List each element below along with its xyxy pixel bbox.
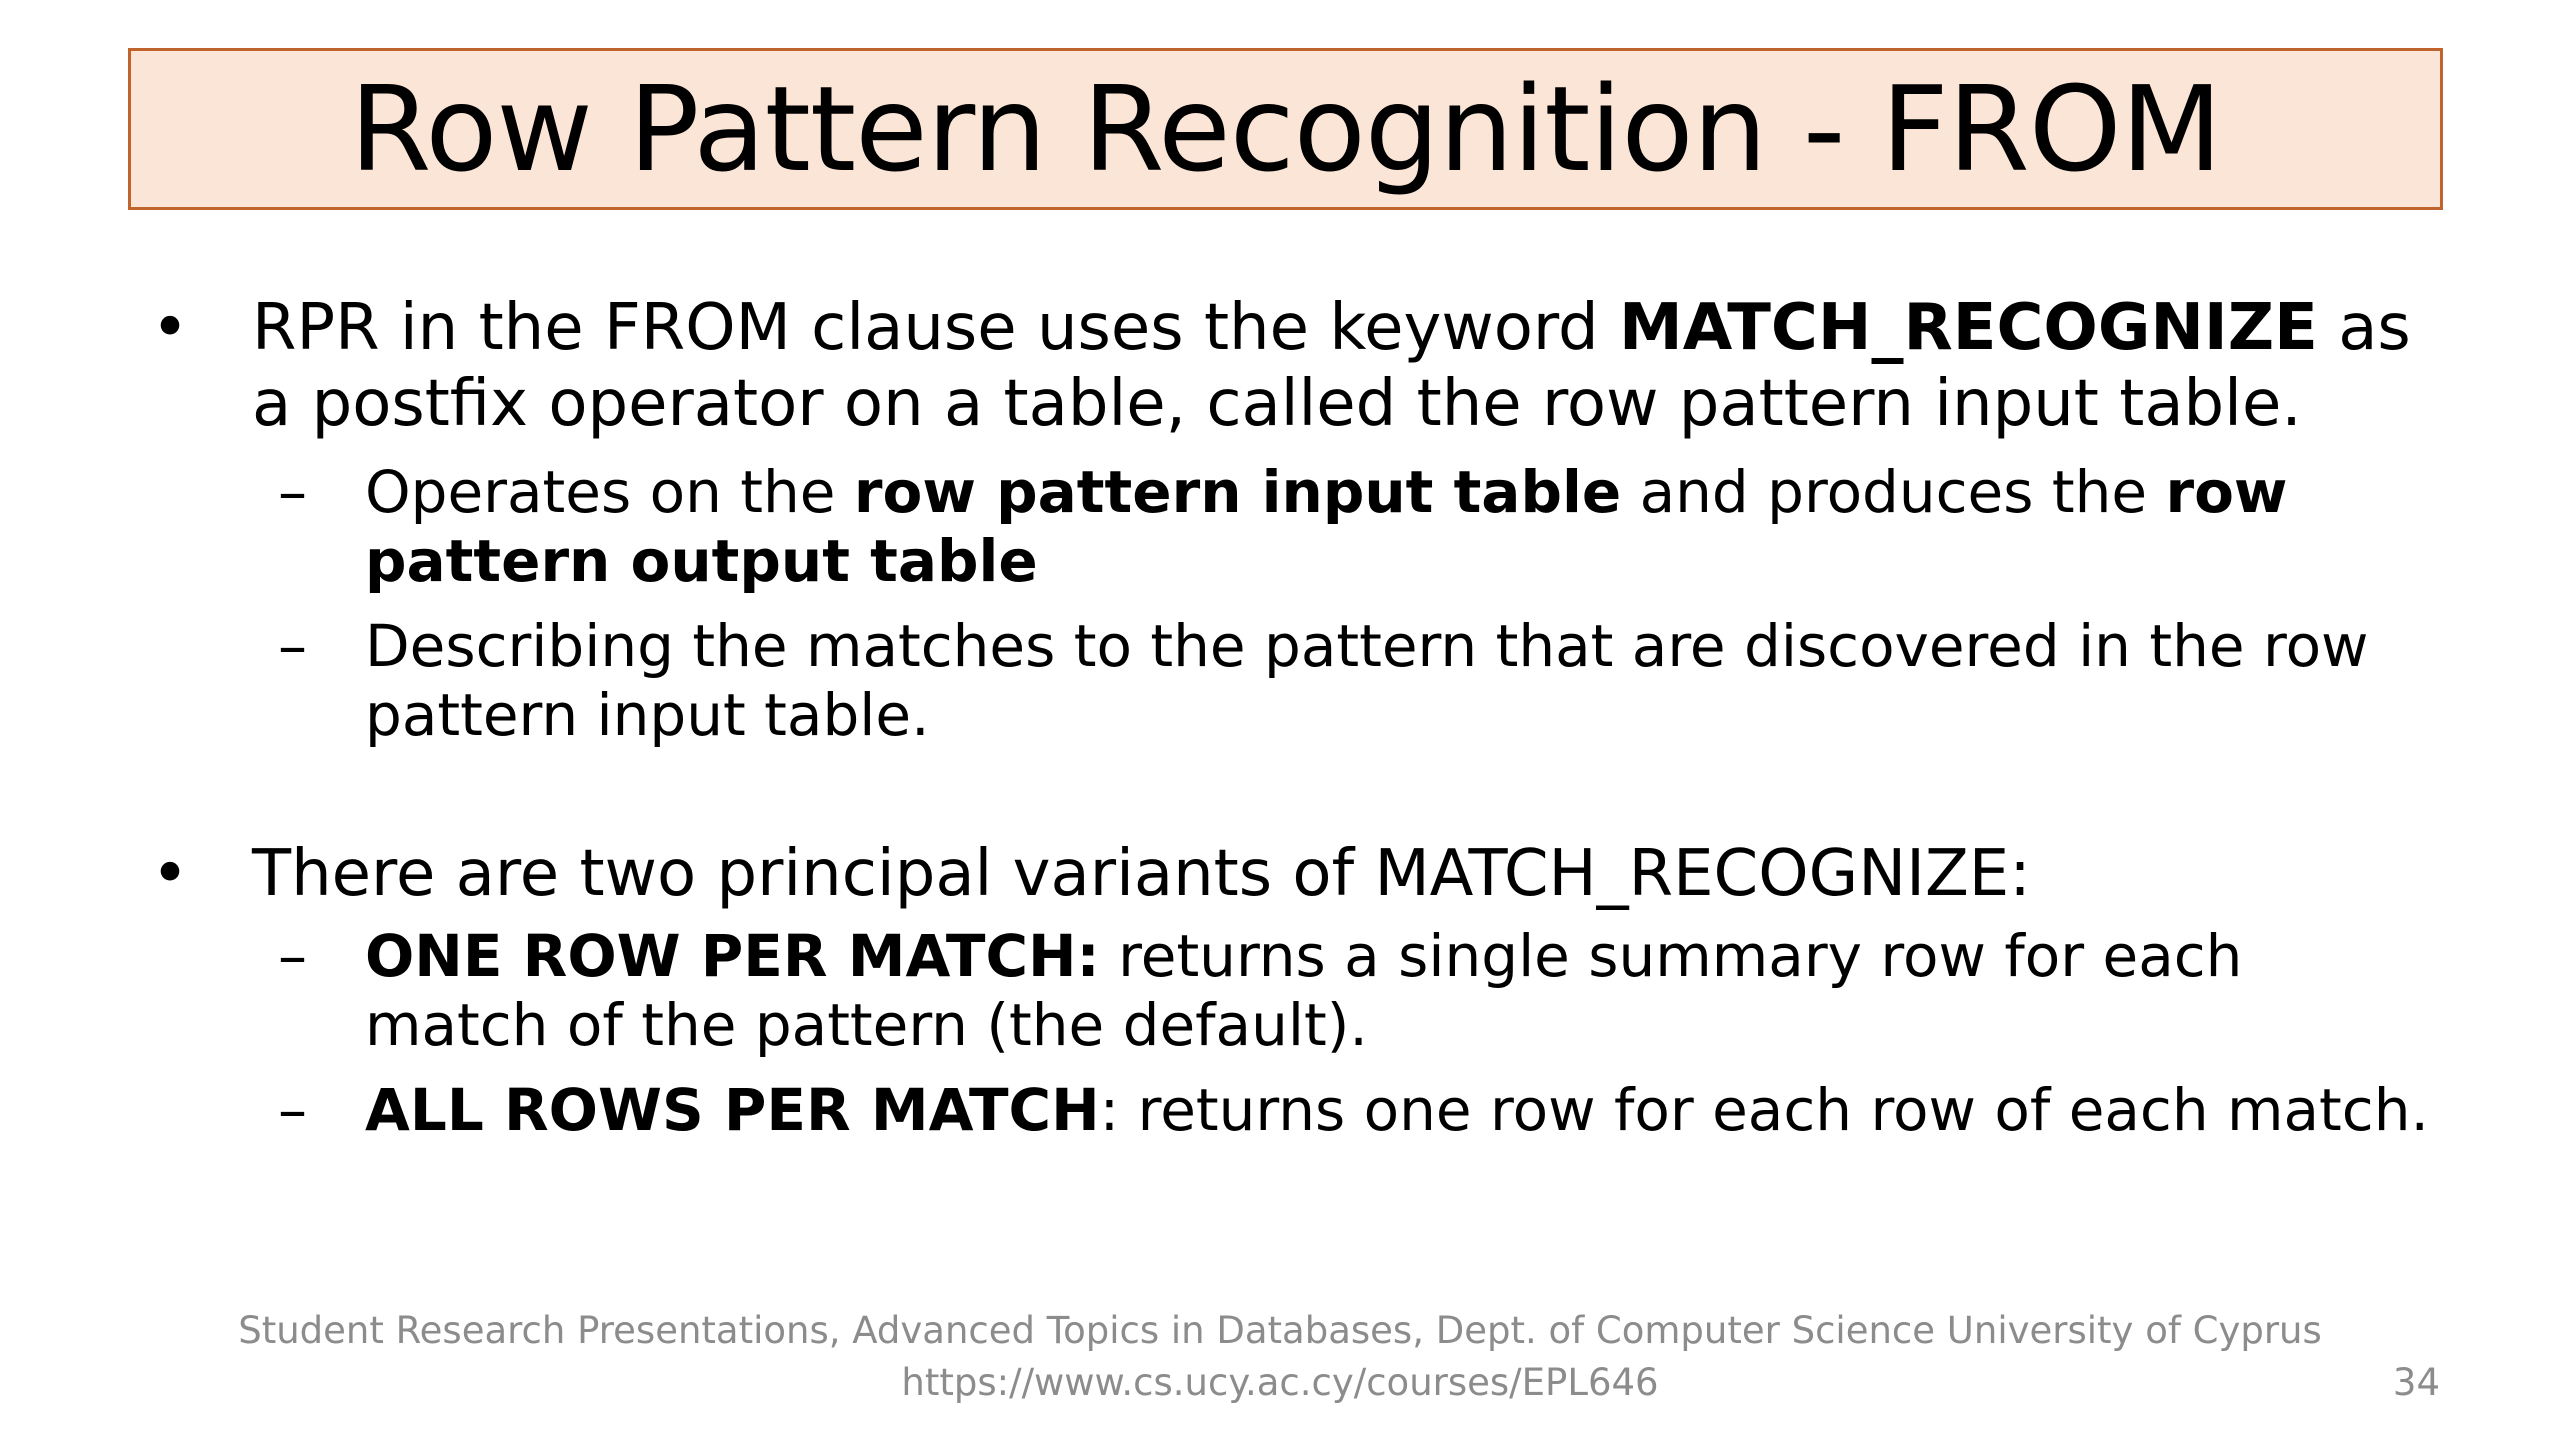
sub-bullet-item xyxy=(150,1076,2440,1145)
sub-bullet-text: : returns one row for each row of each match. xyxy=(1099,1076,2429,1144)
bullet-item xyxy=(150,836,2440,912)
bullet-text: RPR in the FROM clause uses the keyword xyxy=(252,291,1619,365)
bullet-text: as a postfix operator on a table, called the row pattern input table. xyxy=(252,291,2411,441)
sub-bullet-text: returns a single summary row for each match of the pattern (the default). xyxy=(365,922,2243,1059)
sub-bullet-text: and produces the xyxy=(1621,458,2166,526)
bullet-dot-icon: • xyxy=(151,291,189,365)
title-box xyxy=(128,48,2443,210)
sub-bullet-keyword: ONE ROW PER MATCH: xyxy=(365,922,1100,990)
slide-title: Row Pattern Recognition - FROM xyxy=(349,60,2222,198)
dash-icon: – xyxy=(278,458,307,526)
page-number: 34 xyxy=(2392,1361,2440,1404)
footer-line-1: Student Research Presentations, Advanced Topics in Databases, Dept. of Computer Science University of Cyprus xyxy=(238,1309,2322,1352)
dash-icon: – xyxy=(278,922,307,990)
sub-bullet-text: Operates on the xyxy=(365,458,854,526)
slide-body xyxy=(150,290,2440,1145)
sub-bullet-text: Describing the matches to the pattern that are discovered in the row pattern input table. xyxy=(365,612,2369,749)
footer-url: https://www.cs.ucy.ac.cy/courses/EPL646 xyxy=(901,1361,1659,1404)
sub-bullet-keyword: row pattern input table xyxy=(853,458,1622,526)
bullet-dot-icon: • xyxy=(151,837,189,911)
dash-icon: – xyxy=(278,612,307,680)
bullet-text: There are two principal variants of MATCH_RECOGNIZE: xyxy=(252,837,2031,911)
bullet-keyword: MATCH_RECOGNIZE xyxy=(1619,291,2318,365)
dash-icon: – xyxy=(278,1076,307,1144)
bullet-item xyxy=(150,290,2440,442)
sub-bullet-item xyxy=(150,922,2440,1060)
sub-bullet-item xyxy=(150,612,2440,750)
sub-bullet-keyword: ALL ROWS PER MATCH xyxy=(365,1076,1100,1144)
sub-bullet-keyword: row pattern output table xyxy=(365,458,2288,595)
sub-bullet-item xyxy=(150,458,2440,596)
